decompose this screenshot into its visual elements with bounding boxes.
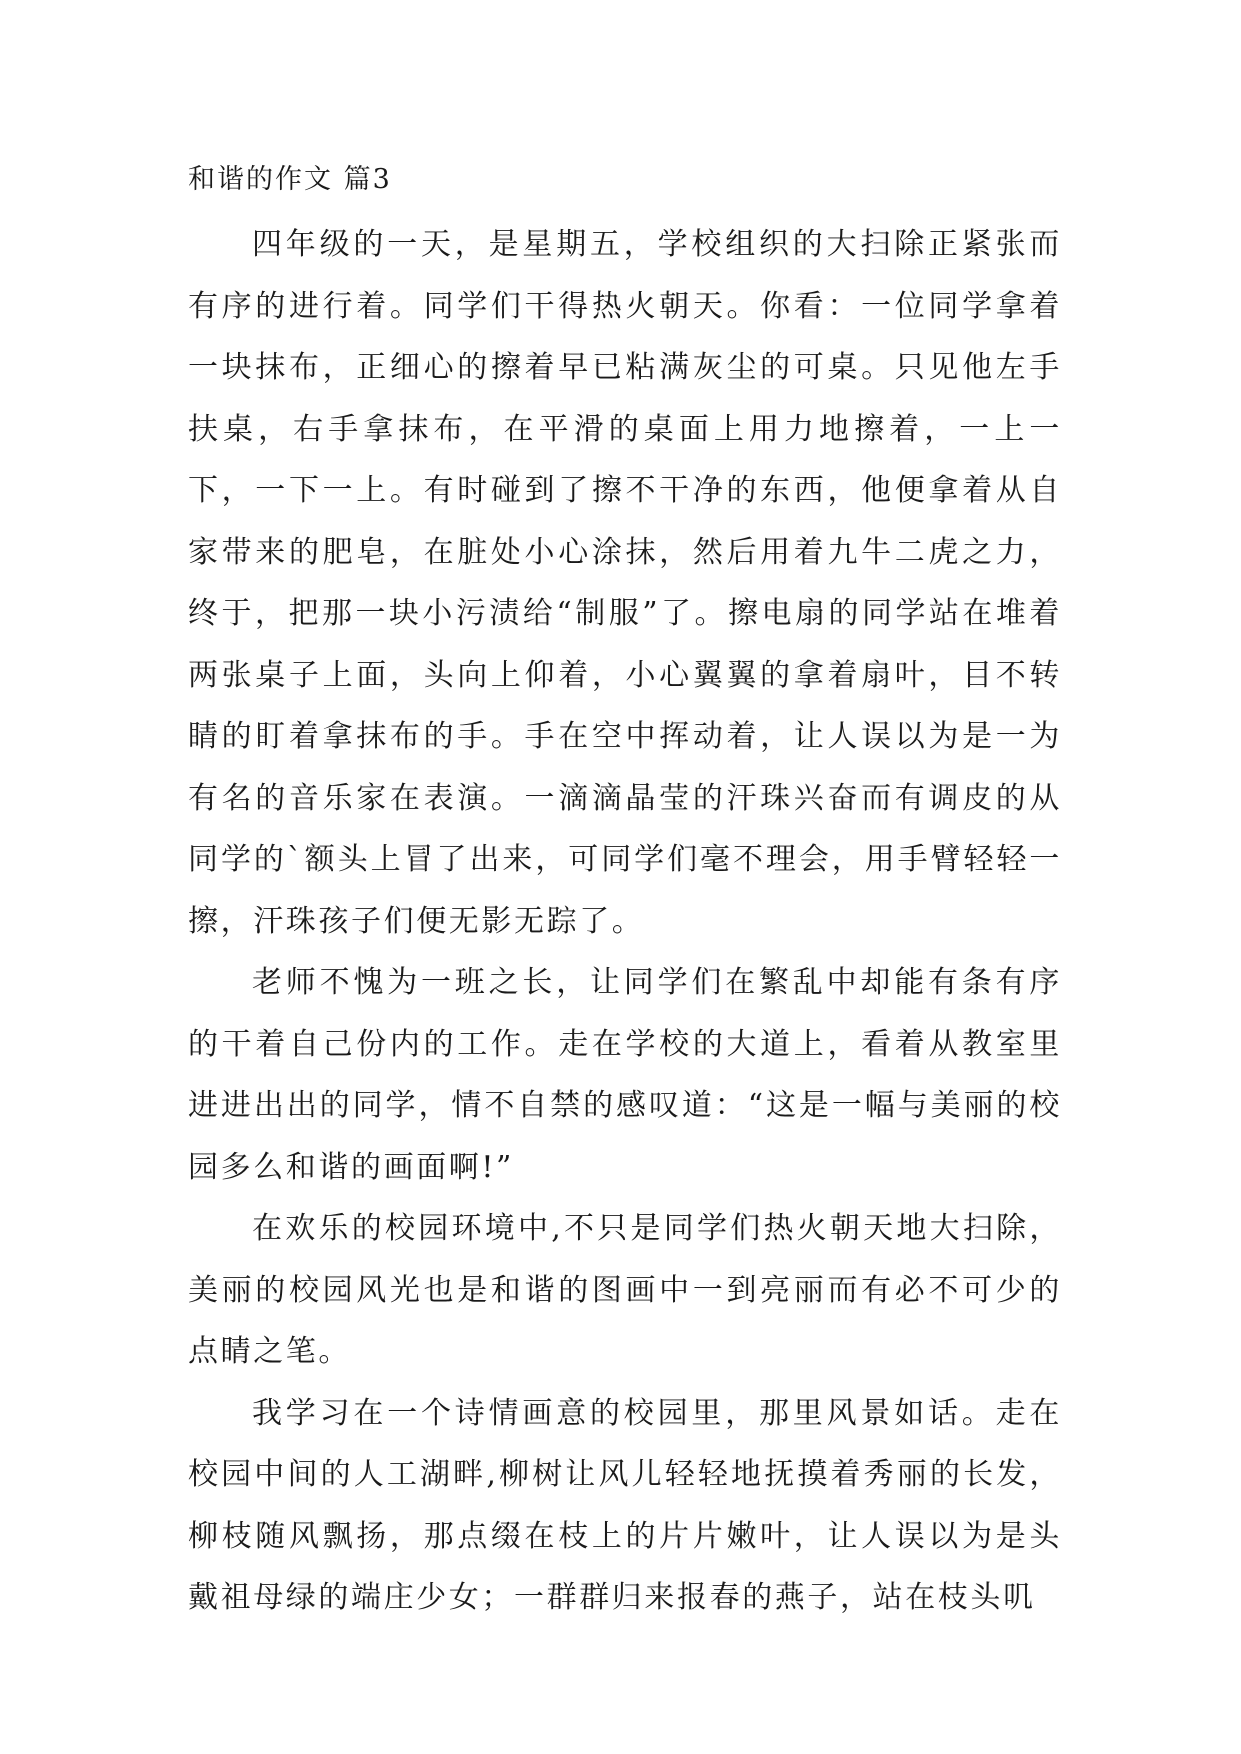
paragraph-teacher: 老师不愧为一班之长，让同学们在繁乱中却能有条有序的干着自己份内的工作。走在学校的大道上，看着从教室里进进出出的同学，情不自禁的感叹道：“这是一幅与美丽的校园多么和谐的画面啊!” bbox=[188, 965, 1062, 1185]
paragraph-campus-scenery: 我学习在一个诗情画意的校园里，那里风景如话。走在校园中间的人工湖畔,柳树让风儿轻轻地抚摸着秀丽的长发，柳枝随风飘扬，那点缀在枝上的片片嫩叶，让人误以为是头戴祖母绿的端庄少女；一群群归来报春的燕子，站在枝头叽 bbox=[188, 1395, 1062, 1615]
document-title: 和谐的作文 篇3 bbox=[188, 164, 392, 195]
paragraph-campus-environment: 在欢乐的校园环境中,不只是同学们热火朝天地大扫除，美丽的校园风光也是和谐的图画中一到亮丽而有必不可少的点睛之笔。 bbox=[188, 1211, 1062, 1369]
paragraph-cleaning: 四年级的一天，是星期五，学校组织的大扫除正紧张而有序的进行着。同学们干得热火朝天。你看：一位同学拿着一块抹布，正细心的擦着早已粘满灰尘的可桌。只见他左手扶桌，右手拿抹布，在平滑的桌面上用力地擦着，一上一下，一下一上。有时碰到了擦不干净的东西，他便拿着从自家带来的肥皂，在脏处小心涂抹，然后用着九牛二虎之力，终于，把那一块小污渍给“制服”了。擦电扇的同学站在堆着两张桌子上面，头向上仰着，小心翼翼的拿着扇叶，目不转睛的盯着拿抹布的手。手在空中挥动着，让人误以为是一为有名的音乐家在表演。一滴滴晶莹的汗珠兴奋而有调皮的从同学的`额头上冒了出来，可同学们毫不理会，用手臂轻轻一擦，汗珠孩子们便无影无踪了。 bbox=[188, 227, 1062, 939]
document-page bbox=[188, 160, 1062, 1629]
